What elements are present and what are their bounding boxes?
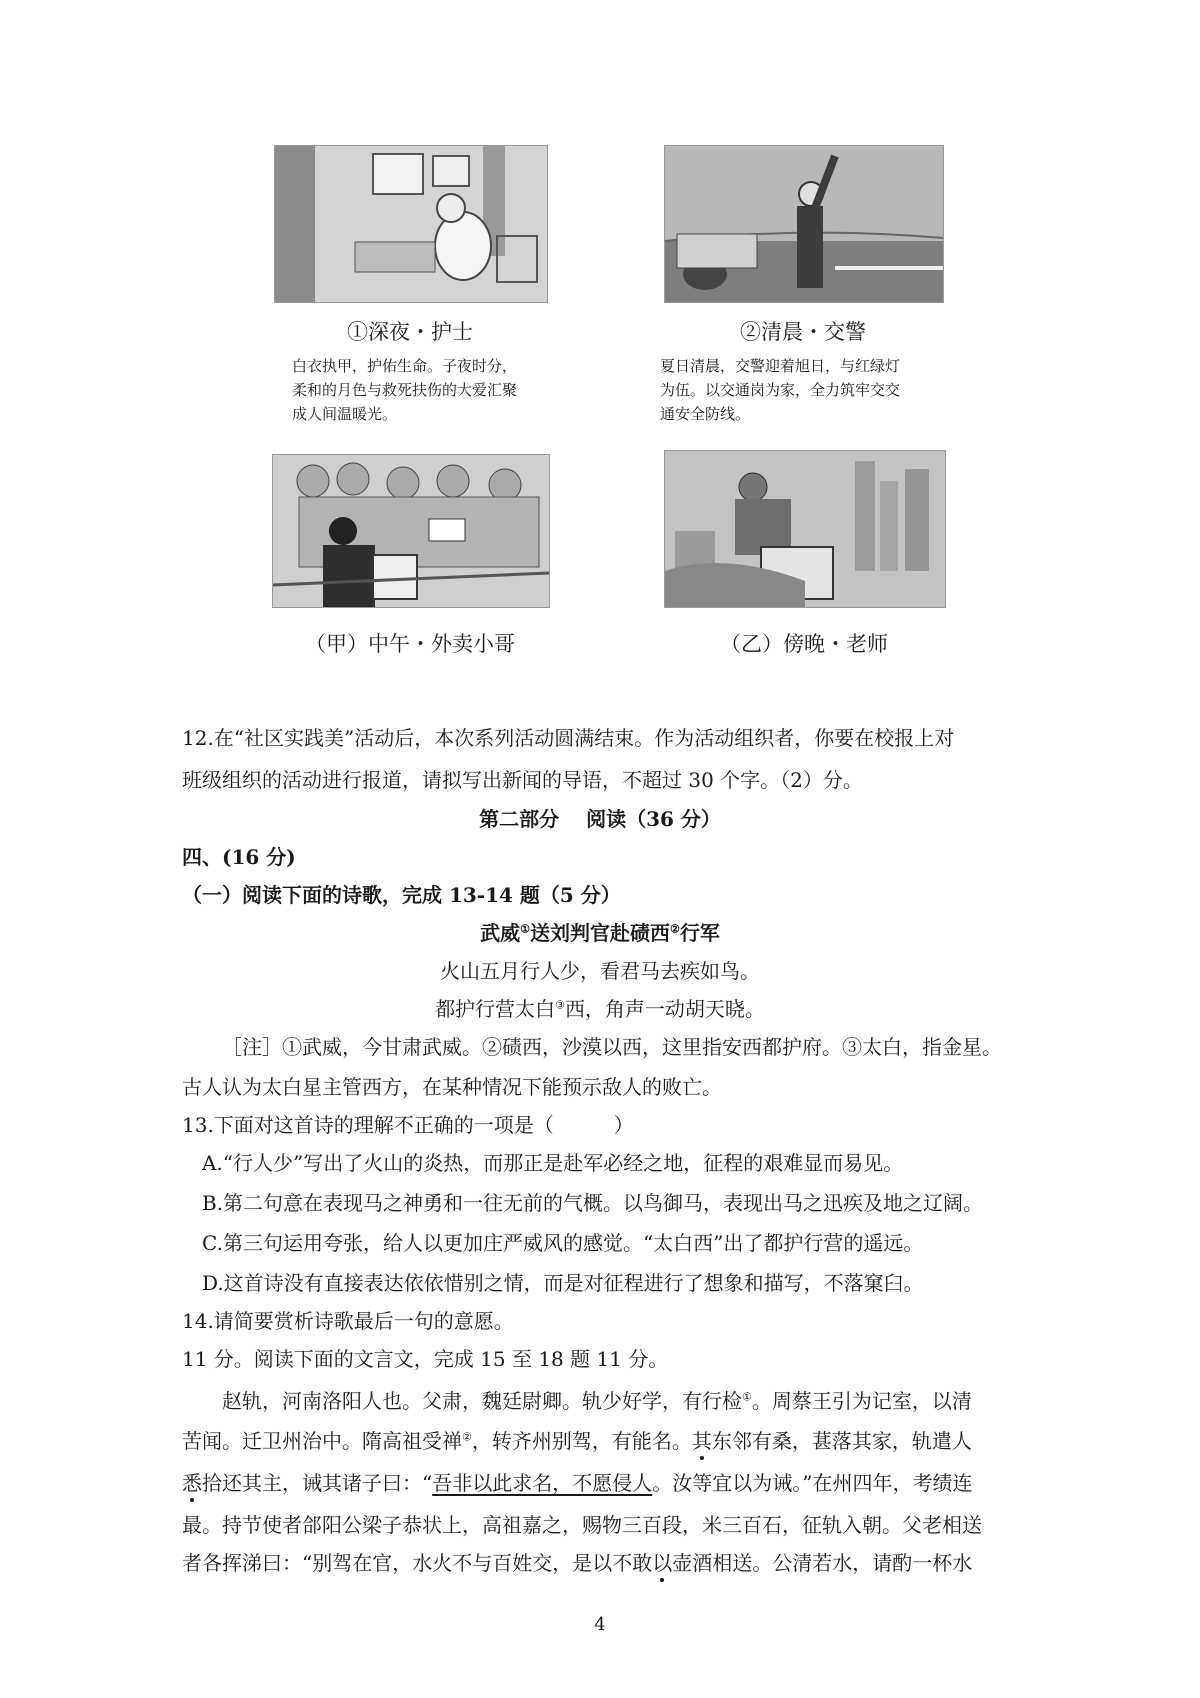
- figure-nurse-image: [274, 145, 548, 303]
- figure-desc-nurse: 白衣执甲，护佑生命。子夜时分， 柔和的月色与救死扶伤的大爱汇聚 成人间温暖光。: [292, 357, 518, 423]
- teacher-illustration-icon: [665, 451, 945, 607]
- delivery-rider-illustration-icon: [273, 455, 549, 607]
- figure-traffic-police-image: [664, 145, 944, 303]
- underlined-sentence: 吾非以此求名，不愿侵人: [432, 1471, 653, 1495]
- section-4-heading: 四、(16 分): [182, 845, 296, 869]
- figure-caption-traffic-police: ②清晨・交警: [740, 320, 866, 344]
- question-12-line-2: 班级组织的活动进行报道，请拟写出新闻的导语，不超过 30 个字。（2）分。: [182, 768, 863, 792]
- traffic-police-illustration-icon: [665, 146, 943, 302]
- passage-line-3: 悉拾还其主，诫其诸子曰：“吾非以此求名，不愿侵人。汝等宜以为诫。”在州四年，考绩连: [182, 1471, 973, 1495]
- question-13: 13.下面对这首诗的理解不正确的一项是（ ）: [182, 1113, 634, 1137]
- question-14: 14.请简要赏析诗歌最后一句的意愿。: [182, 1309, 514, 1333]
- passage-line-2: 苦闻。迁卫州治中。隋高祖受禅②，转齐州别驾，有能名。其东邻有桑，葚落其家，轨遣人: [182, 1429, 972, 1453]
- passage-line-1: 赵轨，河南洛阳人也。父肃，魏廷尉卿。轨少好学，有行检①。周蔡王引为记室，以清: [222, 1389, 972, 1413]
- figure-desc-traffic-police: 夏日清晨，交警迎着旭日，与红绿灯 为伍。以交通岗为家，全力筑牢交交 通安全防线。: [660, 357, 901, 423]
- subsection-2-heading: 11 分。阅读下面的文言文，完成 15 至 18 题 11 分。: [182, 1347, 669, 1371]
- part-2-title: 第二部分 阅读（36 分）: [479, 807, 721, 831]
- option-a: A.“行人少”写出了火山的炎热，而那正是赴军必经之地，征程的艰难显而易见。: [202, 1151, 904, 1175]
- poem-line-1: 火山五月行人少，看君马去疾如鸟。: [440, 959, 760, 983]
- poem-notes-line-2: 古人认为太白星主管西方，在某种情况下能预示敌人的败亡。: [182, 1075, 722, 1099]
- figure-teacher-image: [664, 450, 946, 608]
- subsection-1-heading: （一）阅读下面的诗歌，完成 13-14 题（5 分）: [182, 883, 621, 907]
- question-12-line-1: 12.在“社区实践美”活动后，本次系列活动圆满结束。作为活动组织者，你要在校报上对: [182, 726, 955, 750]
- figure-caption-delivery-rider: （甲）中午・外卖小哥: [305, 632, 515, 656]
- figure-caption-nurse: ①深夜・护士: [347, 320, 473, 344]
- figure-delivery-rider-image: [272, 454, 550, 608]
- poem-notes-line-1: ［注］①武威，今甘肃武威。②碛西，沙漠以西，这里指安西都护府。③太白，指金星。: [222, 1035, 1002, 1059]
- nurse-illustration-icon: [275, 146, 547, 302]
- passage-line-5: 者各挥涕曰：“别驾在官，水火不与百姓交，是以不敢以壶酒相送。公清若水，请酌一杯水: [182, 1551, 973, 1575]
- page-number: 4: [594, 1614, 606, 1635]
- option-d: D.这首诗没有直接表达依依惜别之情，而是对征程进行了想象和描写，不落窠臼。: [202, 1271, 924, 1295]
- poem-title: 武威①送刘判官赴碛西②行军: [480, 921, 720, 945]
- figure-caption-teacher: （乙）傍晚・老师: [720, 632, 888, 656]
- option-b: B.第二句意在表现马之神勇和一往无前的气概。以鸟御马，表现出马之迅疾及地之辽阔。: [202, 1191, 984, 1215]
- option-c: C.第三句运用夸张，给人以更加庄严威风的感觉。“太白西”出了都护行营的遥远。: [202, 1231, 924, 1255]
- poem-line-2: 都护行营太白③西，角声一动胡天晓。: [435, 997, 765, 1021]
- passage-line-4: 最。持节使者郃阳公梁子恭状上，高祖嘉之，赐物三百段，米三百石，征轨入朝。父老相送: [182, 1513, 982, 1537]
